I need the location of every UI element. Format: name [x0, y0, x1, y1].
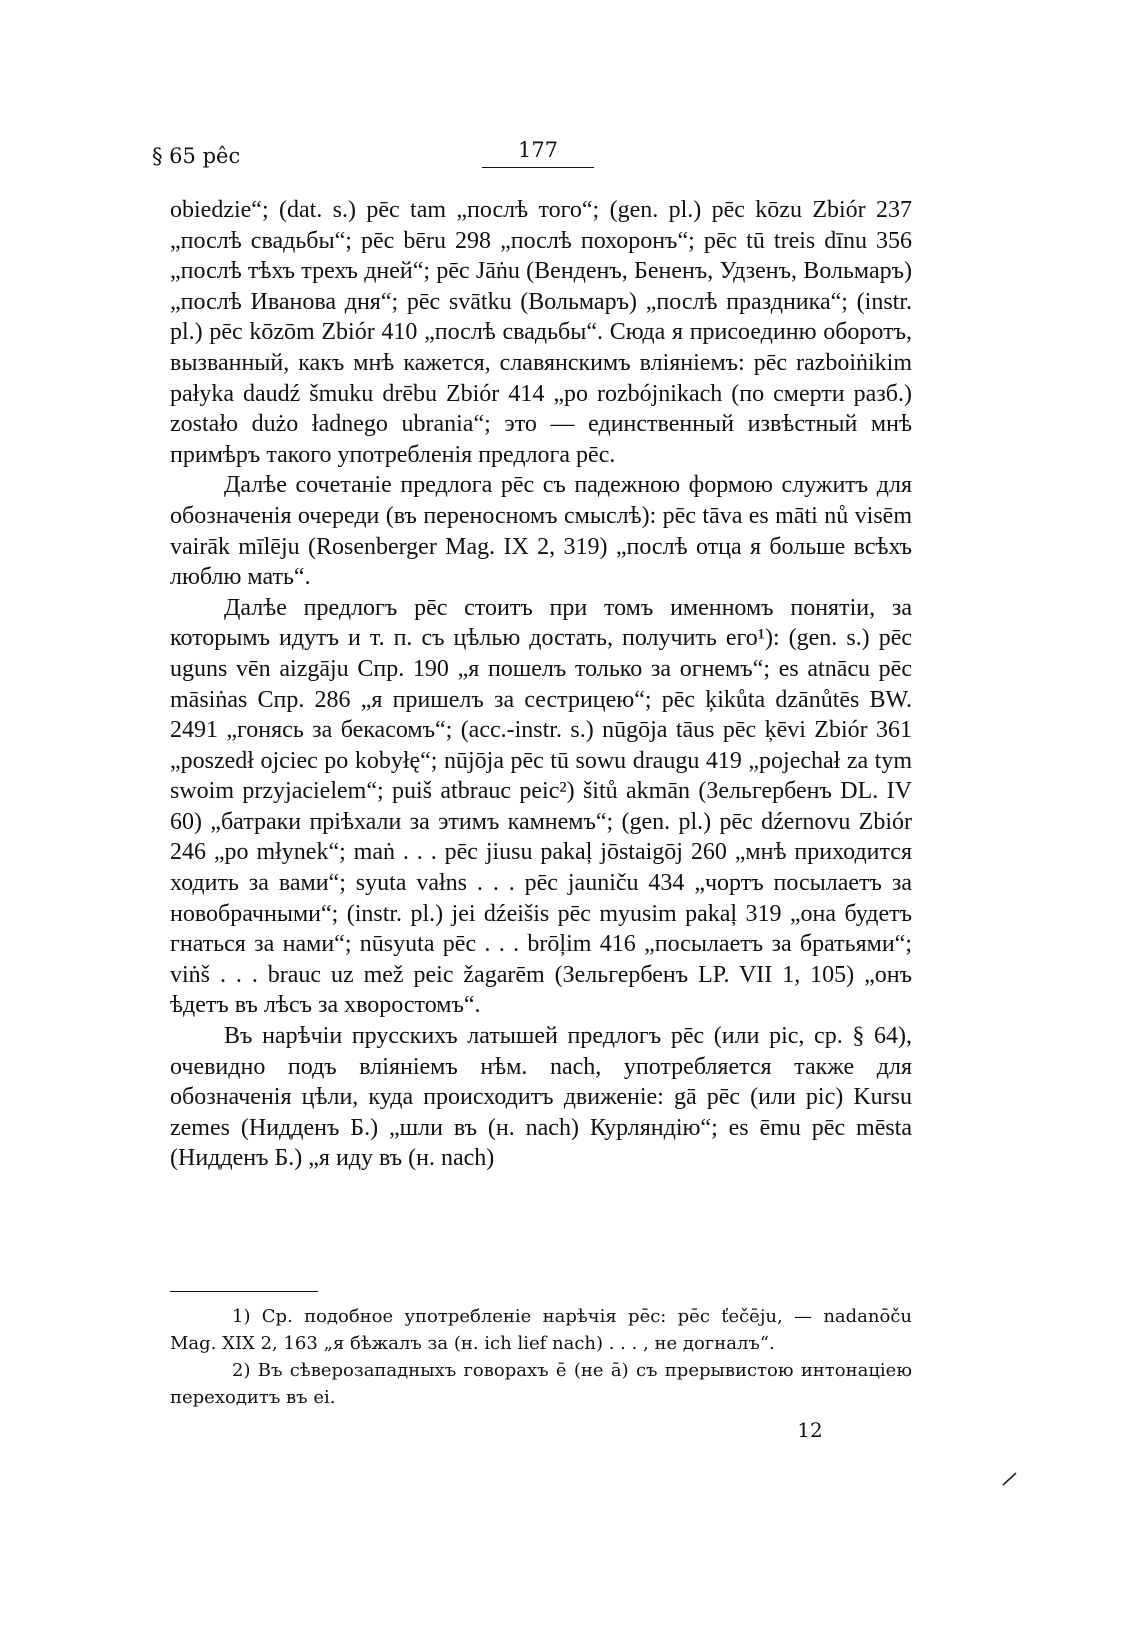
page-number: 177	[482, 138, 594, 168]
main-text	[170, 195, 912, 1174]
pen-stroke-mark	[1000, 1468, 1020, 1488]
footnote-1: 1) Ср. подобное употребленіе нарѣчія pēc: pēc ťečēju, — nadanōču Mag. XIX 2, 163 „я бѣжалъ за (н. ich lief nach) . . . , не догналъ“.	[170, 1306, 912, 1354]
paragraph-prussian-dialect: Въ нарѣчіи прусскихъ латышей предлогъ pēc (или pic, ср. § 64), очевидно подъ вліяніемъ нѣм. nach, употребляется также для обозначенія цѣли, куда происходитъ движеніе: gā pēc (или pic) Kursu zemes (Нидденъ Б.) „шли въ (н. nach) Курляндію“; es ēmu pēc mēsta (Нидденъ Б.) „я иду въ (н. nach)	[170, 1023, 912, 1172]
footnote-divider	[170, 1291, 318, 1292]
paragraph-sequence-meaning: Далѣе сочетаніе предлога pēc съ падежною формою служитъ для обозначенія очереди (въ переносномъ смыслѣ): pēc tāva es māti nů visēm vairāk mīlēju (Rosenberger Mag. IX 2, 319) „послѣ отца я больше всѣхъ люблю мать“.	[170, 472, 912, 591]
paragraph-continuation: obiedzie“; (dat. s.) pēc tam „послѣ того“; (gen. pl.) pēc kōzu Zbiór 237 „послѣ свадьбы“; pēc bēru 298 „послѣ похоронъ“; pēc tū treis dīnu 356 „послѣ тѣхъ трехъ дней“; pēc Jāṅu (Венденъ, Бененъ, Удзенъ, Вольмаръ) „послѣ Иванова дня“; pēc svātku (Вольмаръ) „послѣ праздника“; (instr. pl.) pēc kōzōm Zbiór 410 „послѣ свадьбы“. Сюда я присоединю оборотъ, вызванный, какъ мнѣ кажется, славянскимъ вліяніемъ: pēc razboiṅikim pałyka daudź šmuku drēbu Zbiór 414 „po rozbójnikach (по смерти разб.) zostało dużo ładnego ubrania“; это — единственный извѣстный мнѣ примѣръ такого употребленія предлога pēc.	[170, 197, 912, 468]
section-reference: § 65 pêc	[152, 144, 241, 168]
running-header	[152, 138, 912, 178]
signature-mark: 12	[797, 1418, 823, 1442]
paragraph-purpose-meaning: Далѣе предлогъ pēc стоитъ при томъ именномъ понятіи, за которымъ идутъ и т. п. съ цѣлью достать, получить его¹): (gen. s.) pēc uguns vēn aizgāju Спр. 190 „я пошелъ только за огнемъ“; es atnācu pēc māsiṅas Спр. 286 „я пришелъ за сестрицею“; pēc ķikůta dzānůtēs BW. 2491 „гонясь за бекасомъ“; (acc.-instr. s.) nūgōja tāus pēc ķēvi Zbiór 361 „poszedł ojciec po kobyłę“; nūjōja pēc tū sowu draugu 419 „pojechał za tym swoim przyjacielem“; puiš atbrauc peic²) šitů akmān (Зельгербенъ DL. IV 60) „батраки пріѣхали за этимъ камнемъ“; (gen. pl.) pēc dźernovu Zbiór 246 „po młynek“; maṅ . . . pēc jiusu pakaļ jōstaigōj 260 „мнѣ приходится ходить за вами“; syuta vałns . . . pēc jauniču 434 „чортъ посылаетъ за новобрачными“; (instr. pl.) jei dźeišis pēc myusim pakaļ 319 „она будетъ гнаться за нами“; nūsyuta pēc . . . brōļim 416 „посылаетъ за братьями“; viṅš . . . brauc uz mež peic žagarēm (Зельгербенъ LP. VII 1, 105) „онъ ѣдетъ въ лѣсъ за хворостомъ“.	[170, 594, 912, 1019]
footnotes	[170, 1303, 912, 1411]
footnote-2: 2) Въ сѣверозападныхъ говорахъ ē (не ā) съ прерывистою интонаціею переходитъ въ ei.	[170, 1360, 912, 1408]
